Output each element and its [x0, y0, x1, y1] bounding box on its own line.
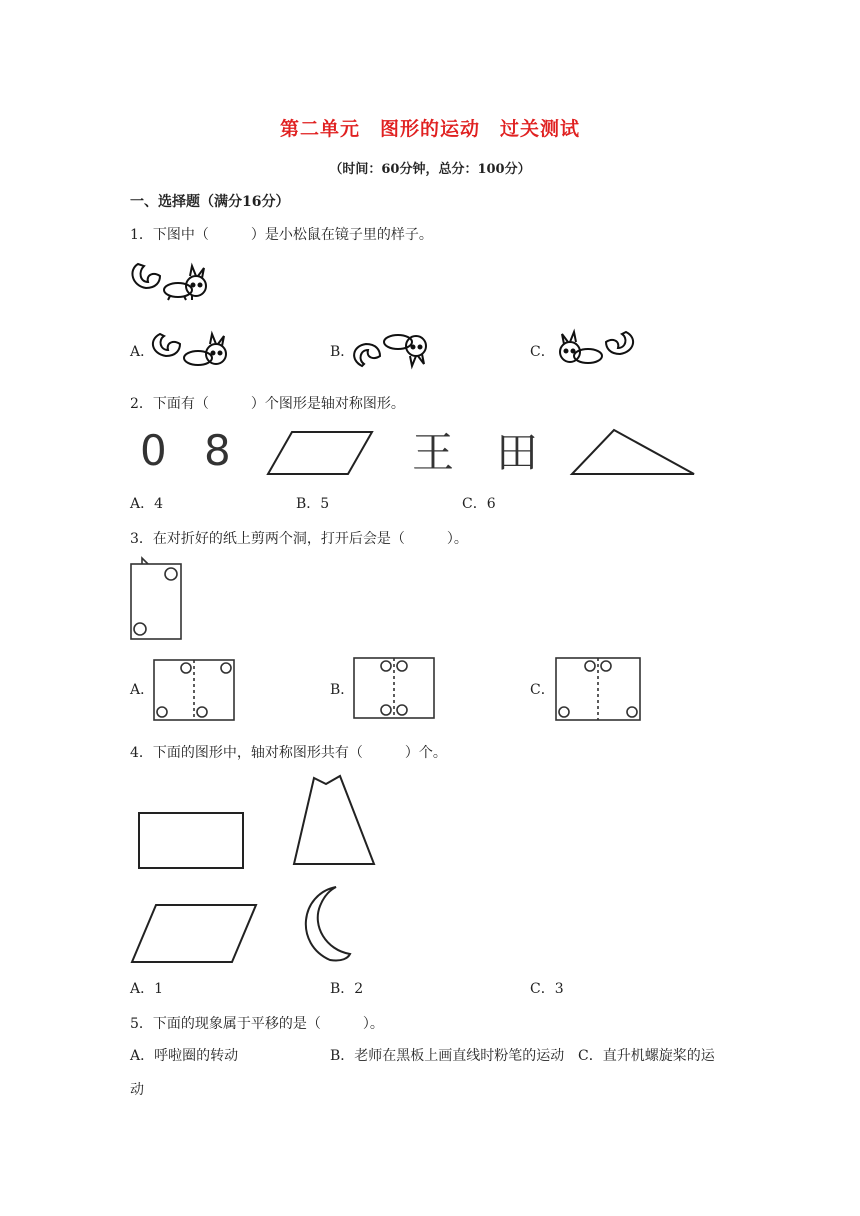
- parallelogram-figure-2: [130, 902, 260, 966]
- page-title: 第二单元 图形的运动 过关测试: [279, 118, 580, 140]
- unfolded-paper-option-a: [152, 658, 236, 722]
- q5-option-c: C．直升机螺旋桨的运: [578, 1048, 715, 1064]
- exam-info: （时间：60分钟，总分：100分）: [329, 162, 531, 177]
- q4-option-a: A．1: [130, 981, 164, 997]
- question-2-text: 2．下面有（ ）个图形是轴对称图形。: [130, 396, 405, 412]
- q4-option-c: C．3: [530, 981, 564, 997]
- squirrel-option-b: [350, 330, 434, 370]
- folded-paper-figure: [128, 556, 184, 642]
- question-3-text: 3．在对折好的纸上剪两个洞，打开后会是（ ）。: [130, 531, 468, 547]
- figure-char-tian: 田: [496, 428, 539, 477]
- question-1-text: 1．下图中（ ）是小松鼠在镜子里的样子。: [130, 227, 433, 243]
- q5-option-b: B．老师在黑板上画直线时粉笔的运动: [330, 1048, 565, 1064]
- q1-option-c: C．: [530, 344, 555, 360]
- question-5-text: 5．下面的现象属于平移的是（ ）。: [130, 1016, 384, 1032]
- unfolded-paper-option-b: [352, 656, 436, 720]
- q2-option-b: B．5: [296, 496, 330, 512]
- squirrel-figure: [130, 258, 214, 302]
- question-4-text: 4．下面的图形中，轴对称图形共有（ ）个。: [130, 745, 447, 761]
- figure-char-wang: 王: [412, 428, 455, 477]
- q1-option-b: B．: [330, 344, 355, 360]
- q3-option-c: C．: [530, 682, 555, 698]
- unfolded-paper-option-c: [554, 656, 642, 722]
- figure-digit-eight: 8: [204, 426, 231, 475]
- q2-option-a: A．4: [130, 496, 164, 512]
- crescent-moon-figure: [296, 884, 352, 964]
- q5-option-a: A．呼啦圈的转动: [130, 1048, 239, 1064]
- squirrel-option-c: [552, 328, 636, 368]
- triangle-figure: [570, 428, 696, 478]
- q2-option-c: C．6: [462, 496, 496, 512]
- q3-option-a: A．: [130, 682, 155, 698]
- figure-digit-zero: 0: [140, 426, 167, 475]
- squirrel-option-a: [150, 330, 234, 370]
- q4-option-b: B．2: [330, 981, 364, 997]
- q3-option-b: B．: [330, 682, 355, 698]
- q1-option-a: A．: [130, 344, 155, 360]
- trapezoid-figure: [292, 774, 378, 868]
- section-heading: 一、选择题（满分16分）: [130, 194, 290, 210]
- q5-option-c-wrap: 动: [130, 1082, 144, 1098]
- rectangle-figure: [136, 810, 246, 870]
- parallelogram-figure: [266, 430, 376, 476]
